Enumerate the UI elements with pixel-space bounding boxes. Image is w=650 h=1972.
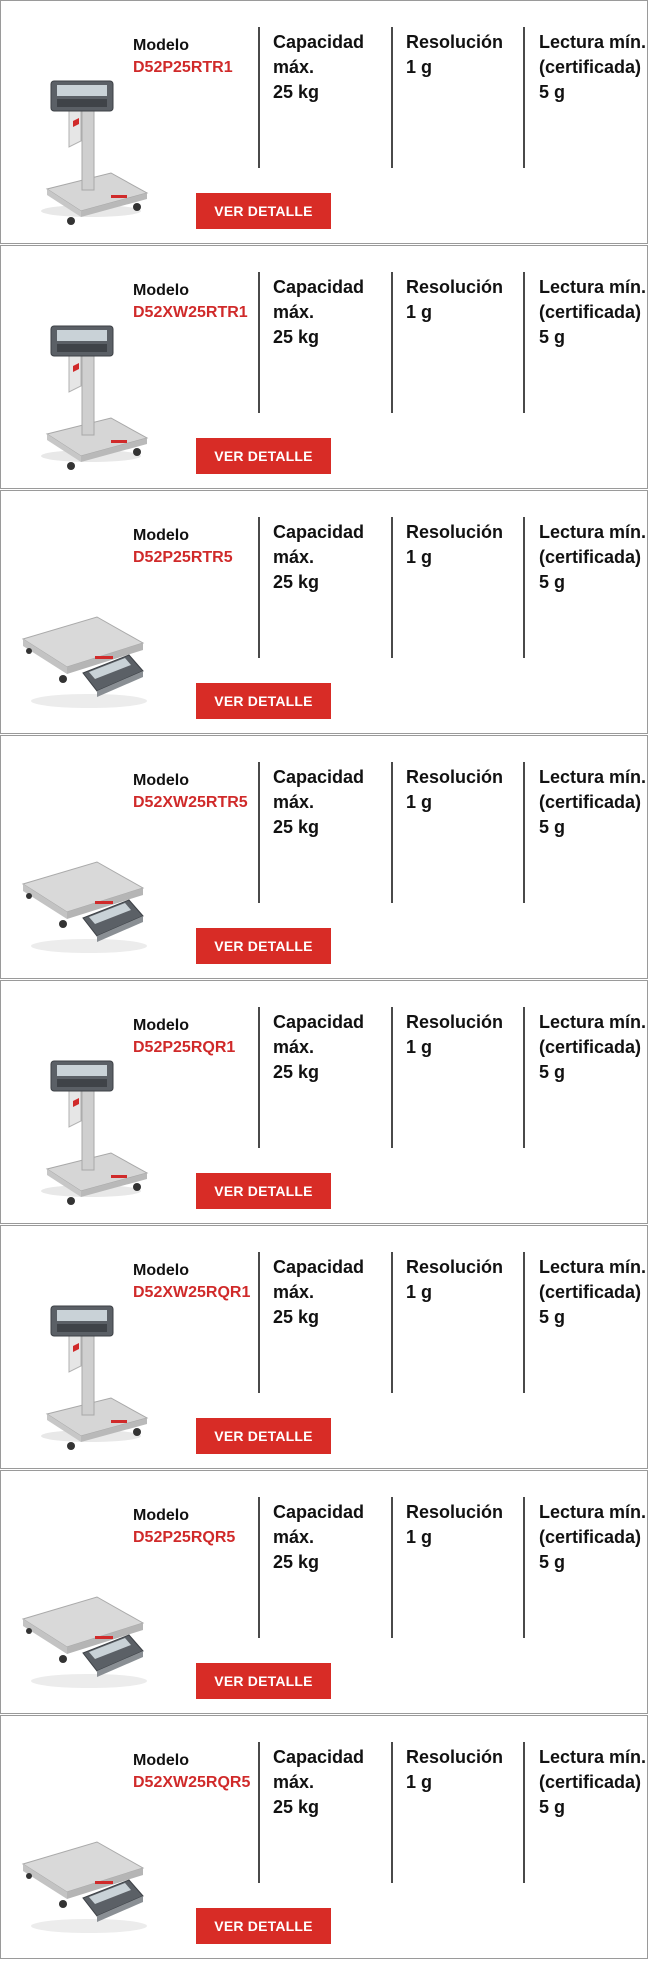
resolution-label: Resolución xyxy=(406,1257,504,1277)
resolution-label: Resolución xyxy=(406,522,504,542)
min-reading-label-line1: Lectura mín. xyxy=(539,32,647,52)
column-divider xyxy=(391,1252,393,1393)
capacity-label-line1: Capacidad xyxy=(273,277,365,297)
column-divider xyxy=(258,272,260,413)
model-block xyxy=(133,1260,250,1304)
capacity-label-line1: Capacidad xyxy=(273,1747,365,1767)
resolution-column xyxy=(406,1010,503,1060)
column-divider xyxy=(391,27,393,168)
view-detail-button[interactable]: VER DETALLE xyxy=(196,1173,331,1209)
min-reading-label-line2: (certificada) xyxy=(539,1037,642,1057)
product-card-1 xyxy=(0,0,648,244)
product-image[interactable] xyxy=(19,551,149,716)
min-reading-value: 5 g xyxy=(539,817,566,837)
model-block xyxy=(133,1015,235,1059)
capacity-value: 25 kg xyxy=(273,1062,320,1082)
resolution-column xyxy=(406,1745,503,1795)
view-detail-button[interactable]: VER DETALLE xyxy=(196,193,331,229)
min-reading-column xyxy=(539,275,650,350)
column-divider xyxy=(258,517,260,658)
capacity-label-line1: Capacidad xyxy=(273,1502,365,1522)
product-card-6 xyxy=(0,1225,648,1469)
min-reading-label-line1: Lectura mín. xyxy=(539,1257,647,1277)
min-reading-label-line1: Lectura mín. xyxy=(539,1012,647,1032)
resolution-label: Resolución xyxy=(406,32,504,52)
min-reading-value: 5 g xyxy=(539,327,566,347)
model-label: Modelo xyxy=(133,1507,189,1524)
capacity-column xyxy=(273,1010,364,1085)
model-code[interactable]: D52P25RQR5 xyxy=(133,1529,236,1546)
model-code[interactable]: D52XW25RTR5 xyxy=(133,794,248,811)
product-image[interactable] xyxy=(19,796,149,961)
scale-icon xyxy=(23,1842,147,1933)
product-image[interactable] xyxy=(19,1041,149,1206)
capacity-label-line1: Capacidad xyxy=(273,32,365,52)
capacity-label-line2: máx. xyxy=(273,792,315,812)
min-reading-label-line1: Lectura mín. xyxy=(539,277,647,297)
resolution-column xyxy=(406,1255,503,1305)
min-reading-label-line2: (certificada) xyxy=(539,1772,642,1792)
column-divider xyxy=(258,1252,260,1393)
column-divider xyxy=(523,272,525,413)
min-reading-value: 5 g xyxy=(539,1552,566,1572)
min-reading-column xyxy=(539,520,650,595)
model-label: Modelo xyxy=(133,37,189,54)
product-card-2 xyxy=(0,245,648,489)
product-card-3 xyxy=(0,490,648,734)
model-block xyxy=(133,280,248,324)
model-block xyxy=(133,35,233,79)
min-reading-label-line2: (certificada) xyxy=(539,57,642,77)
min-reading-label-line2: (certificada) xyxy=(539,1282,642,1302)
view-detail-button[interactable]: VER DETALLE xyxy=(196,1663,331,1699)
min-reading-label-line1: Lectura mín. xyxy=(539,522,647,542)
scale-icon xyxy=(23,862,147,953)
product-card-5 xyxy=(0,980,648,1224)
resolution-value: 1 g xyxy=(406,1772,433,1792)
model-block xyxy=(133,1505,235,1549)
min-reading-value: 5 g xyxy=(539,82,566,102)
column-divider xyxy=(258,27,260,168)
product-card-7 xyxy=(0,1470,648,1714)
model-code[interactable]: D52P25RTR5 xyxy=(133,549,233,566)
resolution-label: Resolución xyxy=(406,767,504,787)
column-divider xyxy=(391,762,393,903)
min-reading-label-line2: (certificada) xyxy=(539,547,642,567)
capacity-value: 25 kg xyxy=(273,1797,320,1817)
capacity-value: 25 kg xyxy=(273,327,320,347)
resolution-value: 1 g xyxy=(406,547,433,567)
column-divider xyxy=(391,272,393,413)
min-reading-label-line2: (certificada) xyxy=(539,302,642,322)
capacity-label-line1: Capacidad xyxy=(273,522,365,542)
model-code[interactable]: D52XW25RQR1 xyxy=(133,1284,251,1301)
model-label: Modelo xyxy=(133,1262,189,1279)
min-reading-label-line1: Lectura mín. xyxy=(539,1502,647,1522)
min-reading-column xyxy=(539,1255,650,1330)
min-reading-column xyxy=(539,1500,650,1575)
scale-icon xyxy=(41,1306,147,1450)
capacity-column xyxy=(273,1745,364,1820)
min-reading-label-line2: (certificada) xyxy=(539,1527,642,1547)
model-label: Modelo xyxy=(133,282,189,299)
capacity-label-line1: Capacidad xyxy=(273,1012,365,1032)
column-divider xyxy=(391,1742,393,1883)
model-block xyxy=(133,525,233,569)
model-label: Modelo xyxy=(133,1017,189,1034)
resolution-value: 1 g xyxy=(406,1037,433,1057)
min-reading-value: 5 g xyxy=(539,1797,566,1817)
column-divider xyxy=(258,1742,260,1883)
column-divider xyxy=(258,1007,260,1148)
column-divider xyxy=(391,517,393,658)
column-divider xyxy=(258,762,260,903)
view-detail-button[interactable]: VER DETALLE xyxy=(196,1418,331,1454)
product-image[interactable] xyxy=(19,306,149,471)
capacity-label-line2: máx. xyxy=(273,57,315,77)
view-detail-button[interactable]: VER DETALLE xyxy=(196,438,331,474)
capacity-label-line2: máx. xyxy=(273,1037,315,1057)
capacity-column xyxy=(273,1500,364,1575)
scale-icon xyxy=(41,81,147,225)
capacity-value: 25 kg xyxy=(273,1307,320,1327)
min-reading-value: 5 g xyxy=(539,572,566,592)
capacity-label-line1: Capacidad xyxy=(273,1257,365,1277)
scale-icon xyxy=(41,1061,147,1205)
capacity-value: 25 kg xyxy=(273,817,320,837)
resolution-value: 1 g xyxy=(406,1527,433,1547)
min-reading-value: 5 g xyxy=(539,1307,566,1327)
capacity-label-line2: máx. xyxy=(273,547,315,567)
capacity-column xyxy=(273,30,364,105)
capacity-label-line2: máx. xyxy=(273,302,315,322)
model-code[interactable]: D52P25RTR1 xyxy=(133,59,233,76)
resolution-column xyxy=(406,765,503,815)
resolution-column xyxy=(406,1500,503,1550)
column-divider xyxy=(391,1007,393,1148)
capacity-column xyxy=(273,1255,364,1330)
product-image[interactable] xyxy=(19,61,149,226)
capacity-column xyxy=(273,275,364,350)
min-reading-value: 5 g xyxy=(539,1062,566,1082)
scale-icon xyxy=(23,617,147,708)
capacity-label-line1: Capacidad xyxy=(273,767,365,787)
scale-icon xyxy=(41,326,147,470)
view-detail-button[interactable]: VER DETALLE xyxy=(196,928,331,964)
resolution-label: Resolución xyxy=(406,277,504,297)
resolution-value: 1 g xyxy=(406,1282,433,1302)
resolution-column xyxy=(406,275,503,325)
model-block xyxy=(133,770,248,814)
model-block xyxy=(133,1750,250,1794)
resolution-column xyxy=(406,30,503,80)
capacity-value: 25 kg xyxy=(273,572,320,592)
model-code[interactable]: D52P25RQR1 xyxy=(133,1039,236,1056)
resolution-label: Resolución xyxy=(406,1747,504,1767)
model-label: Modelo xyxy=(133,1752,189,1769)
min-reading-label-line1: Lectura mín. xyxy=(539,1747,647,1767)
column-divider xyxy=(391,1497,393,1638)
model-code[interactable]: D52XW25RTR1 xyxy=(133,304,248,321)
resolution-value: 1 g xyxy=(406,302,433,322)
column-divider xyxy=(258,1497,260,1638)
scale-icon xyxy=(23,1597,147,1688)
model-code[interactable]: D52XW25RQR5 xyxy=(133,1774,251,1791)
min-reading-column xyxy=(539,1010,650,1085)
capacity-column xyxy=(273,765,364,840)
resolution-value: 1 g xyxy=(406,57,433,77)
product-image[interactable] xyxy=(19,1776,149,1941)
model-label: Modelo xyxy=(133,527,189,544)
product-card-8 xyxy=(0,1715,648,1959)
column-divider xyxy=(523,27,525,168)
min-reading-label-line2: (certificada) xyxy=(539,792,642,812)
view-detail-button[interactable]: VER DETALLE xyxy=(196,683,331,719)
resolution-label: Resolución xyxy=(406,1502,504,1522)
capacity-value: 25 kg xyxy=(273,1552,320,1572)
min-reading-label-line1: Lectura mín. xyxy=(539,767,647,787)
product-image[interactable] xyxy=(19,1531,149,1696)
capacity-label-line2: máx. xyxy=(273,1772,315,1792)
view-detail-button[interactable]: VER DETALLE xyxy=(196,1908,331,1944)
capacity-column xyxy=(273,520,364,595)
column-divider xyxy=(523,1742,525,1883)
min-reading-column xyxy=(539,1745,650,1820)
resolution-value: 1 g xyxy=(406,792,433,812)
min-reading-column xyxy=(539,765,650,840)
capacity-label-line2: máx. xyxy=(273,1527,315,1547)
model-label: Modelo xyxy=(133,772,189,789)
resolution-column xyxy=(406,520,503,570)
product-card-4 xyxy=(0,735,648,979)
column-divider xyxy=(523,1252,525,1393)
column-divider xyxy=(523,517,525,658)
column-divider xyxy=(523,1497,525,1638)
column-divider xyxy=(523,762,525,903)
capacity-value: 25 kg xyxy=(273,82,320,102)
min-reading-column xyxy=(539,30,650,105)
column-divider xyxy=(523,1007,525,1148)
capacity-label-line2: máx. xyxy=(273,1282,315,1302)
product-image[interactable] xyxy=(19,1286,149,1451)
resolution-label: Resolución xyxy=(406,1012,504,1032)
